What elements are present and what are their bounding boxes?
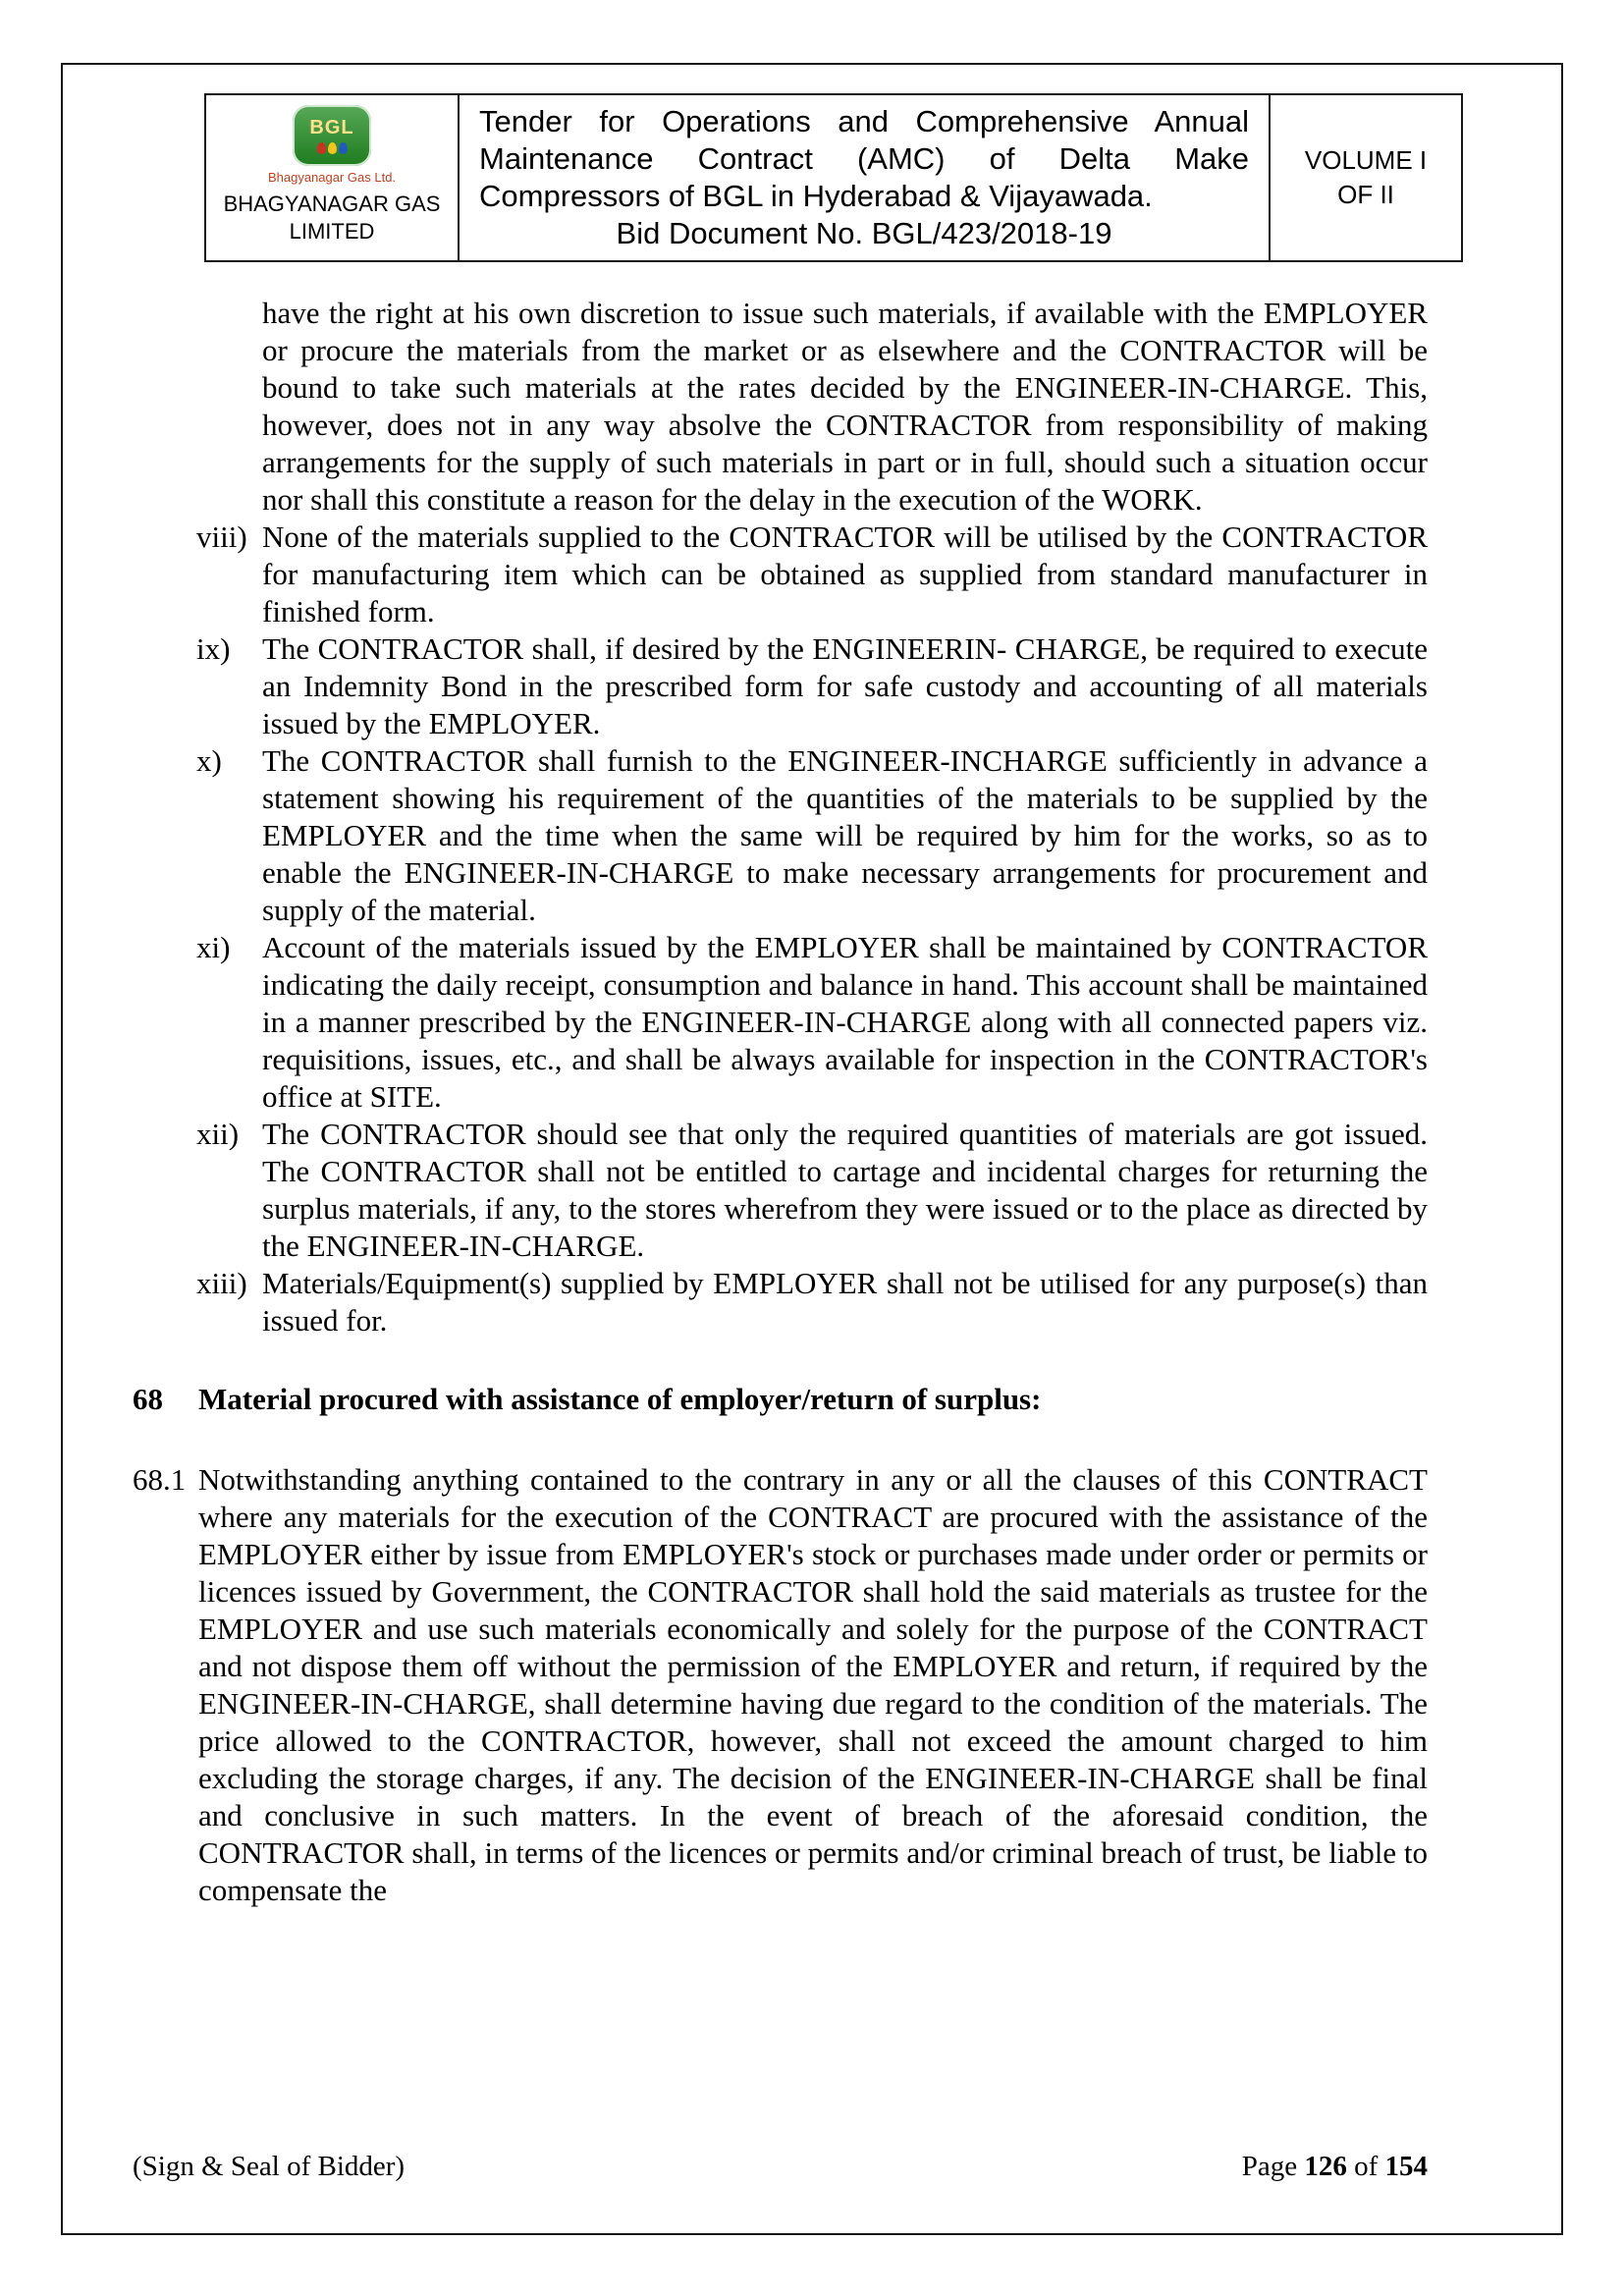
tender-title: Tender for Operations and Comprehensive Annual Maintenance Contract (AMC) of Delta Make Compressors of BGL in Hyderabad & Vijayawada. <box>479 104 1249 214</box>
logo-monogram: BGL <box>309 116 354 138</box>
page-word: Page <box>1241 2151 1298 2182</box>
logo-tagline: Bhagyanagar Gas Ltd. <box>267 170 397 185</box>
sign-seal-label: (Sign & Seal of Bidder) <box>133 2151 406 2182</box>
section-title: Material procured with assistance of employer/return of surplus: <box>198 1382 1042 1416</box>
volume-line-1: VOLUME I <box>1304 144 1428 175</box>
logo-cell <box>206 95 460 260</box>
list-number: viii) <box>196 519 247 554</box>
clause-number: 68.1 <box>133 1462 187 1497</box>
volume-cell <box>1271 95 1461 260</box>
section-68-heading <box>133 1381 1428 1418</box>
list-number: xiii) <box>196 1266 247 1300</box>
volume-line-2: OF II <box>1337 180 1394 209</box>
list-text: Materials/Equipment(s) supplied by EMPLOYER shall not be utilised for any purpose(s) than issued for. <box>262 1266 1428 1338</box>
section-number: 68 <box>133 1382 163 1416</box>
document-body <box>133 295 1428 1909</box>
list-item-ix <box>133 630 1428 742</box>
bid-document-number: Bid Document No. BGL/423/2018-19 <box>616 216 1112 251</box>
list-text: The CONTRACTOR should see that only the required quantities of materials are got issued. The CONTRACTOR shall not be entitled to cartage and incidental charges for returning the surplus materials, if any, to the stores wherefrom they were issued or to the place as directed by the ENGINEER-IN-CHARGE. <box>262 1117 1428 1263</box>
list-item-x <box>133 742 1428 929</box>
of-word: of <box>1354 2151 1379 2182</box>
bgl-logo <box>293 105 371 166</box>
list-item-xiii <box>133 1265 1428 1339</box>
list-text: None of the materials supplied to the CONTRACTOR will be utilised by the CONTRACTOR for manufacturing item which can be obtained as supplied from standard manufacturer in finished form. <box>262 519 1428 629</box>
list-item-viii <box>133 519 1428 630</box>
list-text: The CONTRACTOR shall furnish to the ENGINEER-INCHARGE sufficiently in advance a statement showing his requirement of the quantities of the materials to be supplied by the EMPLOYER and the time when the same will be required by him for the works, so as to enable the ENGINEER-IN-CHARGE to make necessary arrangements for procurement and supply of the material. <box>262 743 1428 927</box>
list-item-xi <box>133 929 1428 1116</box>
continuation-paragraph: have the right at his own discretion to issue such materials, if available with the EMPLOYER or procure the materials from the market or as elsewhere and the CONTRACTOR will be bound to take such materials at the rates decided by the ENGINEER-IN-CHARGE. This, however, does not in any way absolve the CONTRACTOR from responsibility of making arrangements for the supply of such materials in part or in full, should such a situation occur nor shall this constitute a reason for the delay in the execution of the WORK. <box>262 296 1428 517</box>
current-page-number: 126 <box>1304 2151 1347 2182</box>
list-number: xi) <box>196 930 231 964</box>
clause-68-1 <box>133 1461 1428 1909</box>
list-number: x) <box>196 743 222 778</box>
total-page-count: 154 <box>1384 2151 1428 2182</box>
document-footer <box>133 2151 1428 2183</box>
title-cell <box>460 95 1271 260</box>
list-text: The CONTRACTOR shall, if desired by the ENGINEERIN- CHARGE, be required to execute an Indemnity Bond in the prescribed form for safe custody and accounting of all materials issued by the EMPLOYER. <box>262 631 1428 740</box>
list-number: ix) <box>196 631 231 666</box>
document-header <box>204 93 1463 262</box>
list-number: xii) <box>196 1117 240 1151</box>
page-number-indicator <box>1242 2151 1428 2183</box>
list-item-xii <box>133 1116 1428 1265</box>
list-text: Account of the materials issued by the EMPLOYER shall be maintained by CONTRACTOR indicating the daily receipt, consumption and balance in hand. This account shall be maintained in a manner prescribed by the ENGINEER-IN-CHARGE along with all connected papers viz. requisitions, issues, etc., and shall be always available for inspection in the CONTRACTOR's office at SITE. <box>262 930 1428 1114</box>
company-name: BHAGYANAGAR GAS LIMITED <box>223 191 441 244</box>
logo-flame-icon <box>317 142 348 154</box>
clause-text: Notwithstanding anything contained to the contrary in any or all the clauses of this CONTRACT where any materials for the execution of the CONTRACT are procured with the assistance of the EMPLOYER either by issue from EMPLOYER's stock or purchases made under order or permits or licences issued by Government, the CONTRACTOR shall hold the said materials as trustee for the EMPLOYER and use such materials economically and solely for the purpose of the CONTRACT and not dispose them off without the permission of the EMPLOYER and return, if required by the ENGINEER-IN-CHARGE, shall determine having due regard to the condition of the materials. The price allowed to the CONTRACTOR, however, shall not exceed the amount charged to him excluding the storage charges, if any. The decision of the ENGINEER-IN-CHARGE shall be final and conclusive in such matters. In the event of breach of the aforesaid condition, the CONTRACTOR shall, in terms of the licences or permits and/or criminal breach of trust, be liable to compensate the <box>198 1462 1428 1907</box>
